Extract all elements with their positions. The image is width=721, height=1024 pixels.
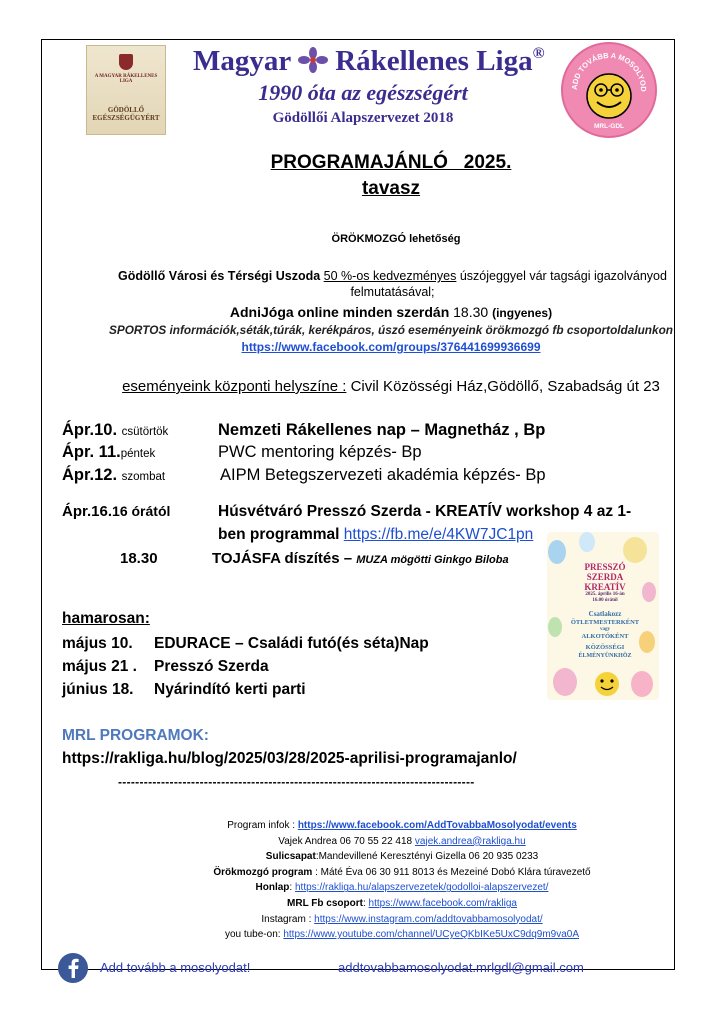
easter-title-line2: ben programmal [218,526,340,543]
contact-yt-row [41,927,721,943]
poster-text [567,562,643,660]
venue-value: Civil Közösségi Ház,Gödöllő, Szabadság út 23 [350,378,660,395]
footer-email[interactable]: addtovabbamosolyodat.mrlgdl@gmail.com [338,960,584,975]
easter-time: 16 órától [112,503,171,519]
sport-link-row [41,340,721,354]
vajek-email-link[interactable]: vajek.andrea@rakliga.hu [414,835,526,847]
soon-title: Nyárindító kerti parti [154,681,306,698]
pool-name: Gödöllő Városi és Térségi Uszoda [118,269,321,283]
event-row-2 [62,443,155,462]
contact-honlap-row: Honlap: https://rakliga.hu/alapszervezetek/godolloi-alapszervezet/ [255,882,549,894]
contact-fb-row: MRL Fb csoport: https://www.facebook.com/rakliga [287,897,517,909]
event-date: Ápr.10. [62,421,118,439]
org-name-part2: Rákellenes Liga [335,45,533,77]
event-day: péntek [120,448,156,460]
contact-info-row [41,818,721,834]
contact-vajek-row [41,834,721,850]
org-name [193,45,545,78]
pool-text-line2: felmutatásával; [350,285,435,299]
honlap-link[interactable]: https://rakliga.hu/alapszervezetek/godolloi-alapszervezet/ [294,882,549,894]
egg-row [212,550,509,567]
org-name-part1: Magyar [193,45,291,77]
pool-paragraph [60,268,721,300]
egg-place: MUZA mögötti Ginkgo Biloba [356,554,509,566]
book-cover-image [86,45,166,135]
easter-title-line1: Húsvétváró Presszó Szerda - KREATÍV workshop 4 az 1- [218,503,632,520]
fb-label: MRL Fb csoport [287,897,363,909]
smiley-icon [563,44,655,136]
event-title: AIPM Betegszervezeti akadémia képzés- Bp [220,466,546,484]
poster-line: ALKOTÓKÉNT [581,633,629,640]
poster-line: ÉLMÉNYÜNKHÖZ [578,653,632,659]
soon-date: június 18. [62,681,134,698]
yt-label: you tube-on: [224,929,281,941]
event-day: szombat [121,471,166,483]
info-link[interactable]: https://www.facebook.com/AddTovabbaMosolyodat/events [297,820,577,831]
poster-line: KÖZÖSSÉGI [585,644,625,651]
contacts-block [41,818,721,943]
mrl-heading: MRL PROGRAMOK: [62,727,209,744]
poster-line: 16.00 órától [592,598,618,603]
footer-slogan: Add tovább a mosolyodat! [100,960,251,975]
facebook-f-icon [58,953,88,983]
sport-group-link[interactable]: https://www.facebook.com/groups/376441699936699 [241,340,541,354]
flower-logo-icon [298,47,328,73]
orokmozgo-heading: ÖRÖKMOZGÓ lehetőség [331,233,461,245]
poster-line: PRESSZÓ [584,562,626,572]
book-text-bottom: GÖDÖLLŐ EGÉSZSÉGÜGYÉRT [92,106,160,122]
poster-line: Csatlakozz [588,610,622,618]
event-row-3 [62,466,165,485]
event-date: Ápr.12. [62,466,118,484]
soon-title: EDURACE – Családi futó(és séta)Nap [154,635,429,652]
soon-heading: hamarosan: [62,610,150,627]
poster-line: ÖTLETMESTERKÉNT [570,619,640,626]
insta-label: Instagram : [261,913,312,925]
crest-icon [119,54,133,70]
suli-label: Sulicsapat [265,851,316,863]
branch-name: Gödöllői Alapszervezet 2018 [272,110,454,126]
mrl-url[interactable]: https://rakliga.hu/blog/2025/03/28/2025-aprilisi-programajanlo/ [62,750,517,767]
vajek-text: Vajek Andrea 06 70 55 22 418 [278,835,413,847]
presszo-poster-image [547,532,659,700]
adnijoga-time: 18.30 [453,304,489,320]
orok-label: Örökmozgó program [213,866,313,878]
egg-time: 18.30 [120,550,158,567]
easter-date-row [62,503,170,520]
book-text-top: A MAGYAR RÁKELLENES LIGA [94,74,158,84]
info-label: Program infok : [227,820,296,831]
easter-date: Ápr.16. [62,503,113,520]
adnijoga-line [41,304,721,320]
event-title: Nemzeti Rákellenes nap – Magnetház , Bp [218,421,546,439]
suli-text: :Mandevillené Keresztényi Gizella 06 20 935 0233 [315,851,539,863]
badge-text-top: ADD TOVÁBB A MOSOLYOD [569,50,649,92]
facebook-icon[interactable] [58,953,88,983]
poster-line: KREATÍV [584,582,626,592]
soon-date: május 10. [62,635,133,652]
page-title: PROGRAMAJÁNLÓ 2025. [270,152,512,173]
divider-line: ----------------------------------------------------------------------------------- [118,775,475,789]
easter-title-line2-row [218,526,533,544]
event-title: PWC mentoring képzés- Bp [218,443,422,461]
soon-title: Presszó Szerda [154,658,269,675]
adnijoga-free: (ingyenes) [492,306,553,320]
contact-insta-row [41,912,721,928]
venue-line [41,378,721,395]
easter-event-link[interactable]: https://fb.me/e/4KW7JC1pn [343,526,534,543]
registered-mark: ® [532,45,545,62]
slogan: 1990 óta az egészségért [258,80,468,105]
egg-title: TOJÁSFA díszítés – [212,550,353,567]
orok-text: : Máté Éva 06 30 911 8013 és Mezeiné Dobó Klára túravezető [315,866,591,878]
poster-line: SZERDA [586,572,624,582]
pool-discount: 50 %-os kedvezményes [323,269,457,283]
soon-date: május 21 . [62,658,137,675]
sport-info: SPORTOS információk,séták,túrák, kerékpáros, úszó eseményeink örökmozgó fb csoportoldalunkon [108,323,673,337]
contact-orok-row [41,865,721,881]
pool-text: úszójeggyel vár tagsági igazolványod [459,269,667,283]
badge-text-bottom: MRL-GDL [594,123,624,130]
venue-label: eseményeink központi helyszíne : [122,378,347,395]
fb-group-link[interactable]: https://www.facebook.com/rakliga [368,897,517,909]
smile-badge-logo [561,42,657,138]
event-row-1 [62,421,168,440]
contact-suli-row [41,849,721,865]
poster-line: vagy [600,627,610,632]
youtube-link[interactable]: https://www.youtube.com/channel/UCyeQKbIKe5UxC9dq9m9va0A [283,929,580,941]
honlap-label: Honlap [255,882,290,894]
insta-link[interactable]: https://www.instagram.com/addtovabbamosolyodat/ [314,913,543,925]
poster-line: 2025. április 16-án [585,592,625,597]
event-day: csütörtök [121,426,169,438]
event-date: Ápr. 11. [62,443,121,461]
adnijoga-title: AdniJóga online minden szerdán [229,304,450,320]
page-subtitle: tavasz [361,178,421,199]
